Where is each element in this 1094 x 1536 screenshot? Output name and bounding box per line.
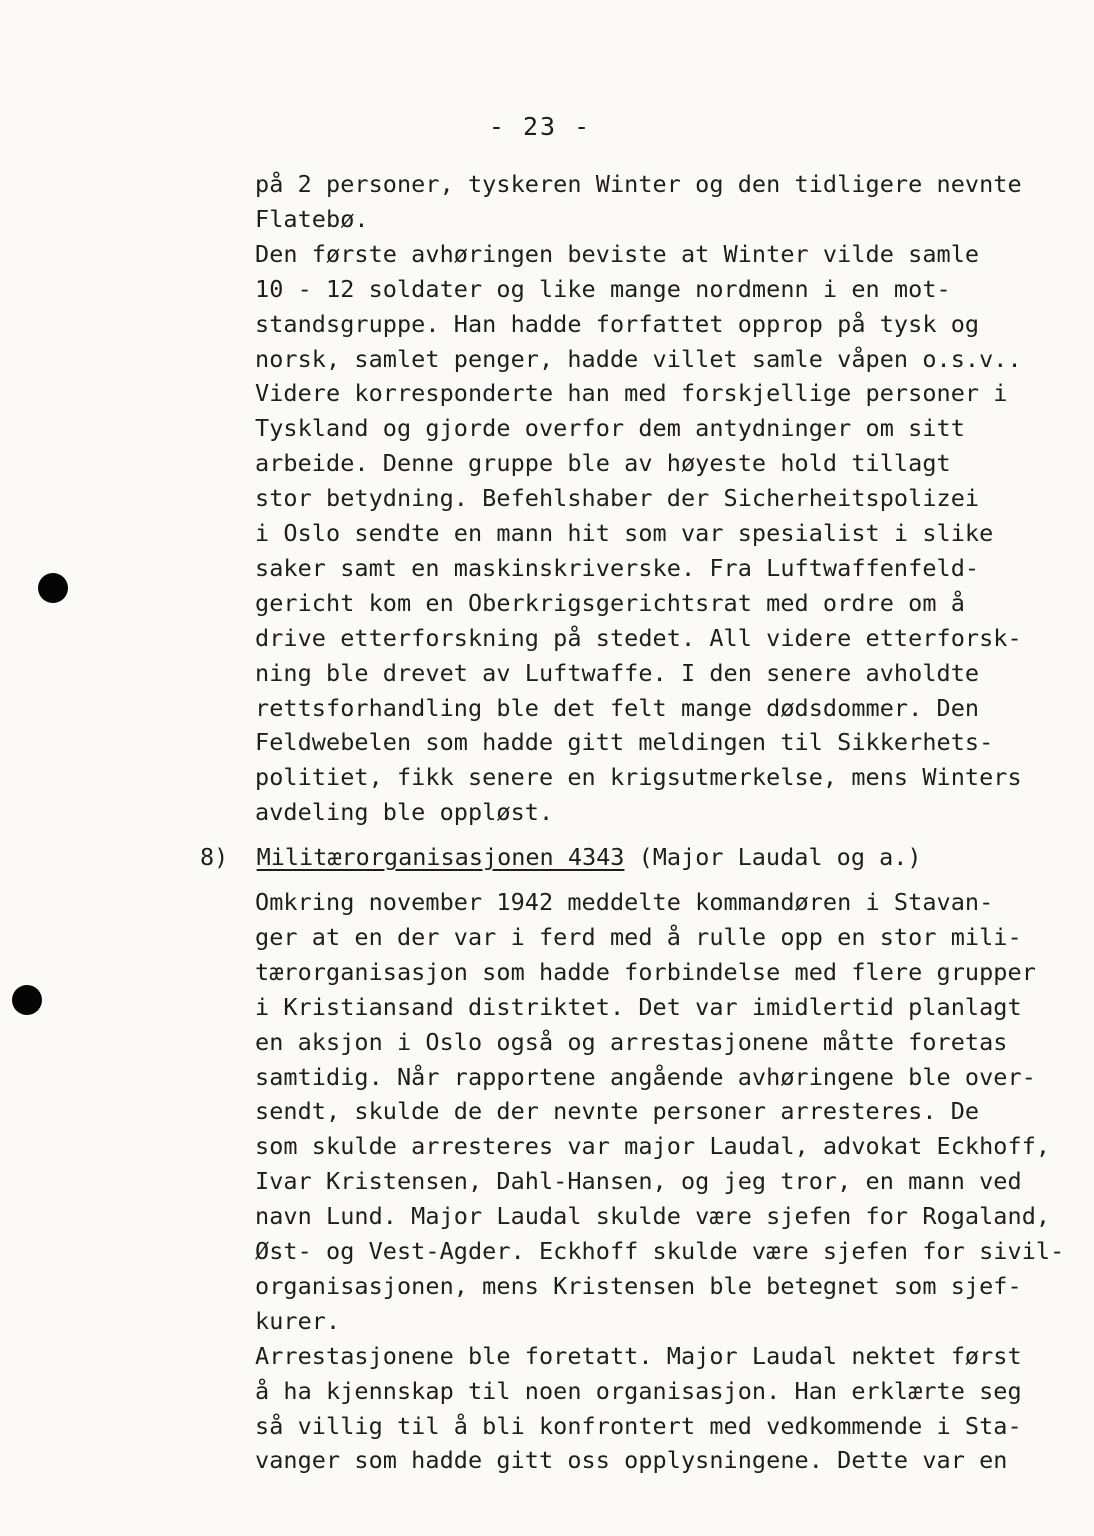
text-line: navn Lund. Major Laudal skulde være sjefen for Rogaland, [255, 1202, 1051, 1231]
text-line: Omkring november 1942 meddelte kommandøren i Stavan- [255, 888, 994, 916]
text-line: på 2 personer, tyskeren Winter og den tidligere nevnte [255, 170, 1022, 198]
punch-hole-upper [38, 573, 68, 603]
text-line: Ivar Kristensen, Dahl-Hansen, og jeg tror, en mann ved [255, 1167, 1022, 1196]
section-title: Militærorganisasjonen 4343 [256, 843, 625, 871]
text-line: norsk, samlet penger, hadde villet samle våpen o.s.v.. [255, 344, 1022, 373]
text-line: ger at en der var i ferd med å rulle opp en stor mili- [255, 922, 1022, 951]
text-line: stor betydning. Befehlshaber der Sicherheitspolizei [255, 484, 980, 513]
text-line: vanger som hadde gitt oss opplysningene. Dette var en [255, 1446, 1008, 1475]
page-number: - 23 - [488, 112, 592, 141]
text-line: sendt, skulde de der nevnte personer arresteres. De [255, 1097, 980, 1126]
text-line: Flatebø. [255, 204, 369, 233]
section-number: 8) [200, 843, 229, 871]
text-line: Tyskland og gjorde overfor dem antydninger om sitt [255, 414, 965, 443]
text-line: Øst- og Vest-Agder. Eckhoff skulde være sjefen for sivil- [255, 1237, 1065, 1265]
text-line: Arrestasjonene ble foretatt. Major Laudal nektet først [255, 1341, 1022, 1370]
text-line: samtidig. Når rapportene angående avhøringene ble over- [255, 1062, 1036, 1091]
section-subtitle: (Major Laudal og a.) [624, 843, 922, 871]
text-line: så villig til å bli konfrontert med vedkommende i Sta- [255, 1411, 1022, 1440]
text-line: i Oslo sendte en mann hit som var spesialist i slike [255, 519, 994, 547]
text-line: rettsforhandling ble det felt mange dødsdommer. Den [255, 693, 980, 722]
text-line: som skulde arresteres var major Laudal, advokat Eckhoff, [255, 1132, 1051, 1161]
text-line: saker samt en maskinskriverske. Fra Luftwaffenfeld- [255, 553, 980, 582]
text-line: Den første avhøringen beviste at Winter vilde samle [255, 239, 980, 268]
text-line: avdeling ble oppløst. [255, 798, 554, 827]
text-line: gericht kom en Oberkrigsgerichtsrat med ordre om å [255, 588, 965, 617]
text-line: kurer. [255, 1306, 341, 1335]
section-heading [200, 843, 922, 871]
text-line: ning ble drevet av Luftwaffe. I den senere avholdte [255, 658, 980, 687]
text-line: Feldwebelen som hadde gitt meldingen til Sikkerhets- [255, 728, 994, 757]
text-line: tærorganisasjon som hadde forbindelse med flere grupper [255, 957, 1036, 986]
text-line: drive etterforskning på stedet. All videre etterforsk- [255, 623, 1022, 652]
text-line: en aksjon i Oslo også og arrestasjonene måtte foretas [255, 1027, 1008, 1056]
text-line: arbeide. Denne gruppe ble av høyeste hold tillagt [255, 449, 951, 478]
text-line: Videre korresponderte han med forskjellige personer i [255, 379, 1008, 408]
text-line: 10 - 12 soldater og like mange nordmenn i en mot- [255, 274, 951, 303]
text-line: å ha kjennskap til noen organisasjon. Han erklærte seg [255, 1376, 1022, 1405]
text-line: organisasjonen, mens Kristensen ble betegnet som sjef- [255, 1271, 1022, 1300]
text-line: standsgruppe. Han hadde forfattet opprop på tysk og [255, 309, 980, 338]
text-line: politiet, fikk senere en krigsutmerkelse, mens Winters [255, 763, 1022, 792]
punch-hole-lower [12, 985, 42, 1015]
text-line: i Kristiansand distriktet. Det var imidlertid planlagt [255, 992, 1022, 1021]
